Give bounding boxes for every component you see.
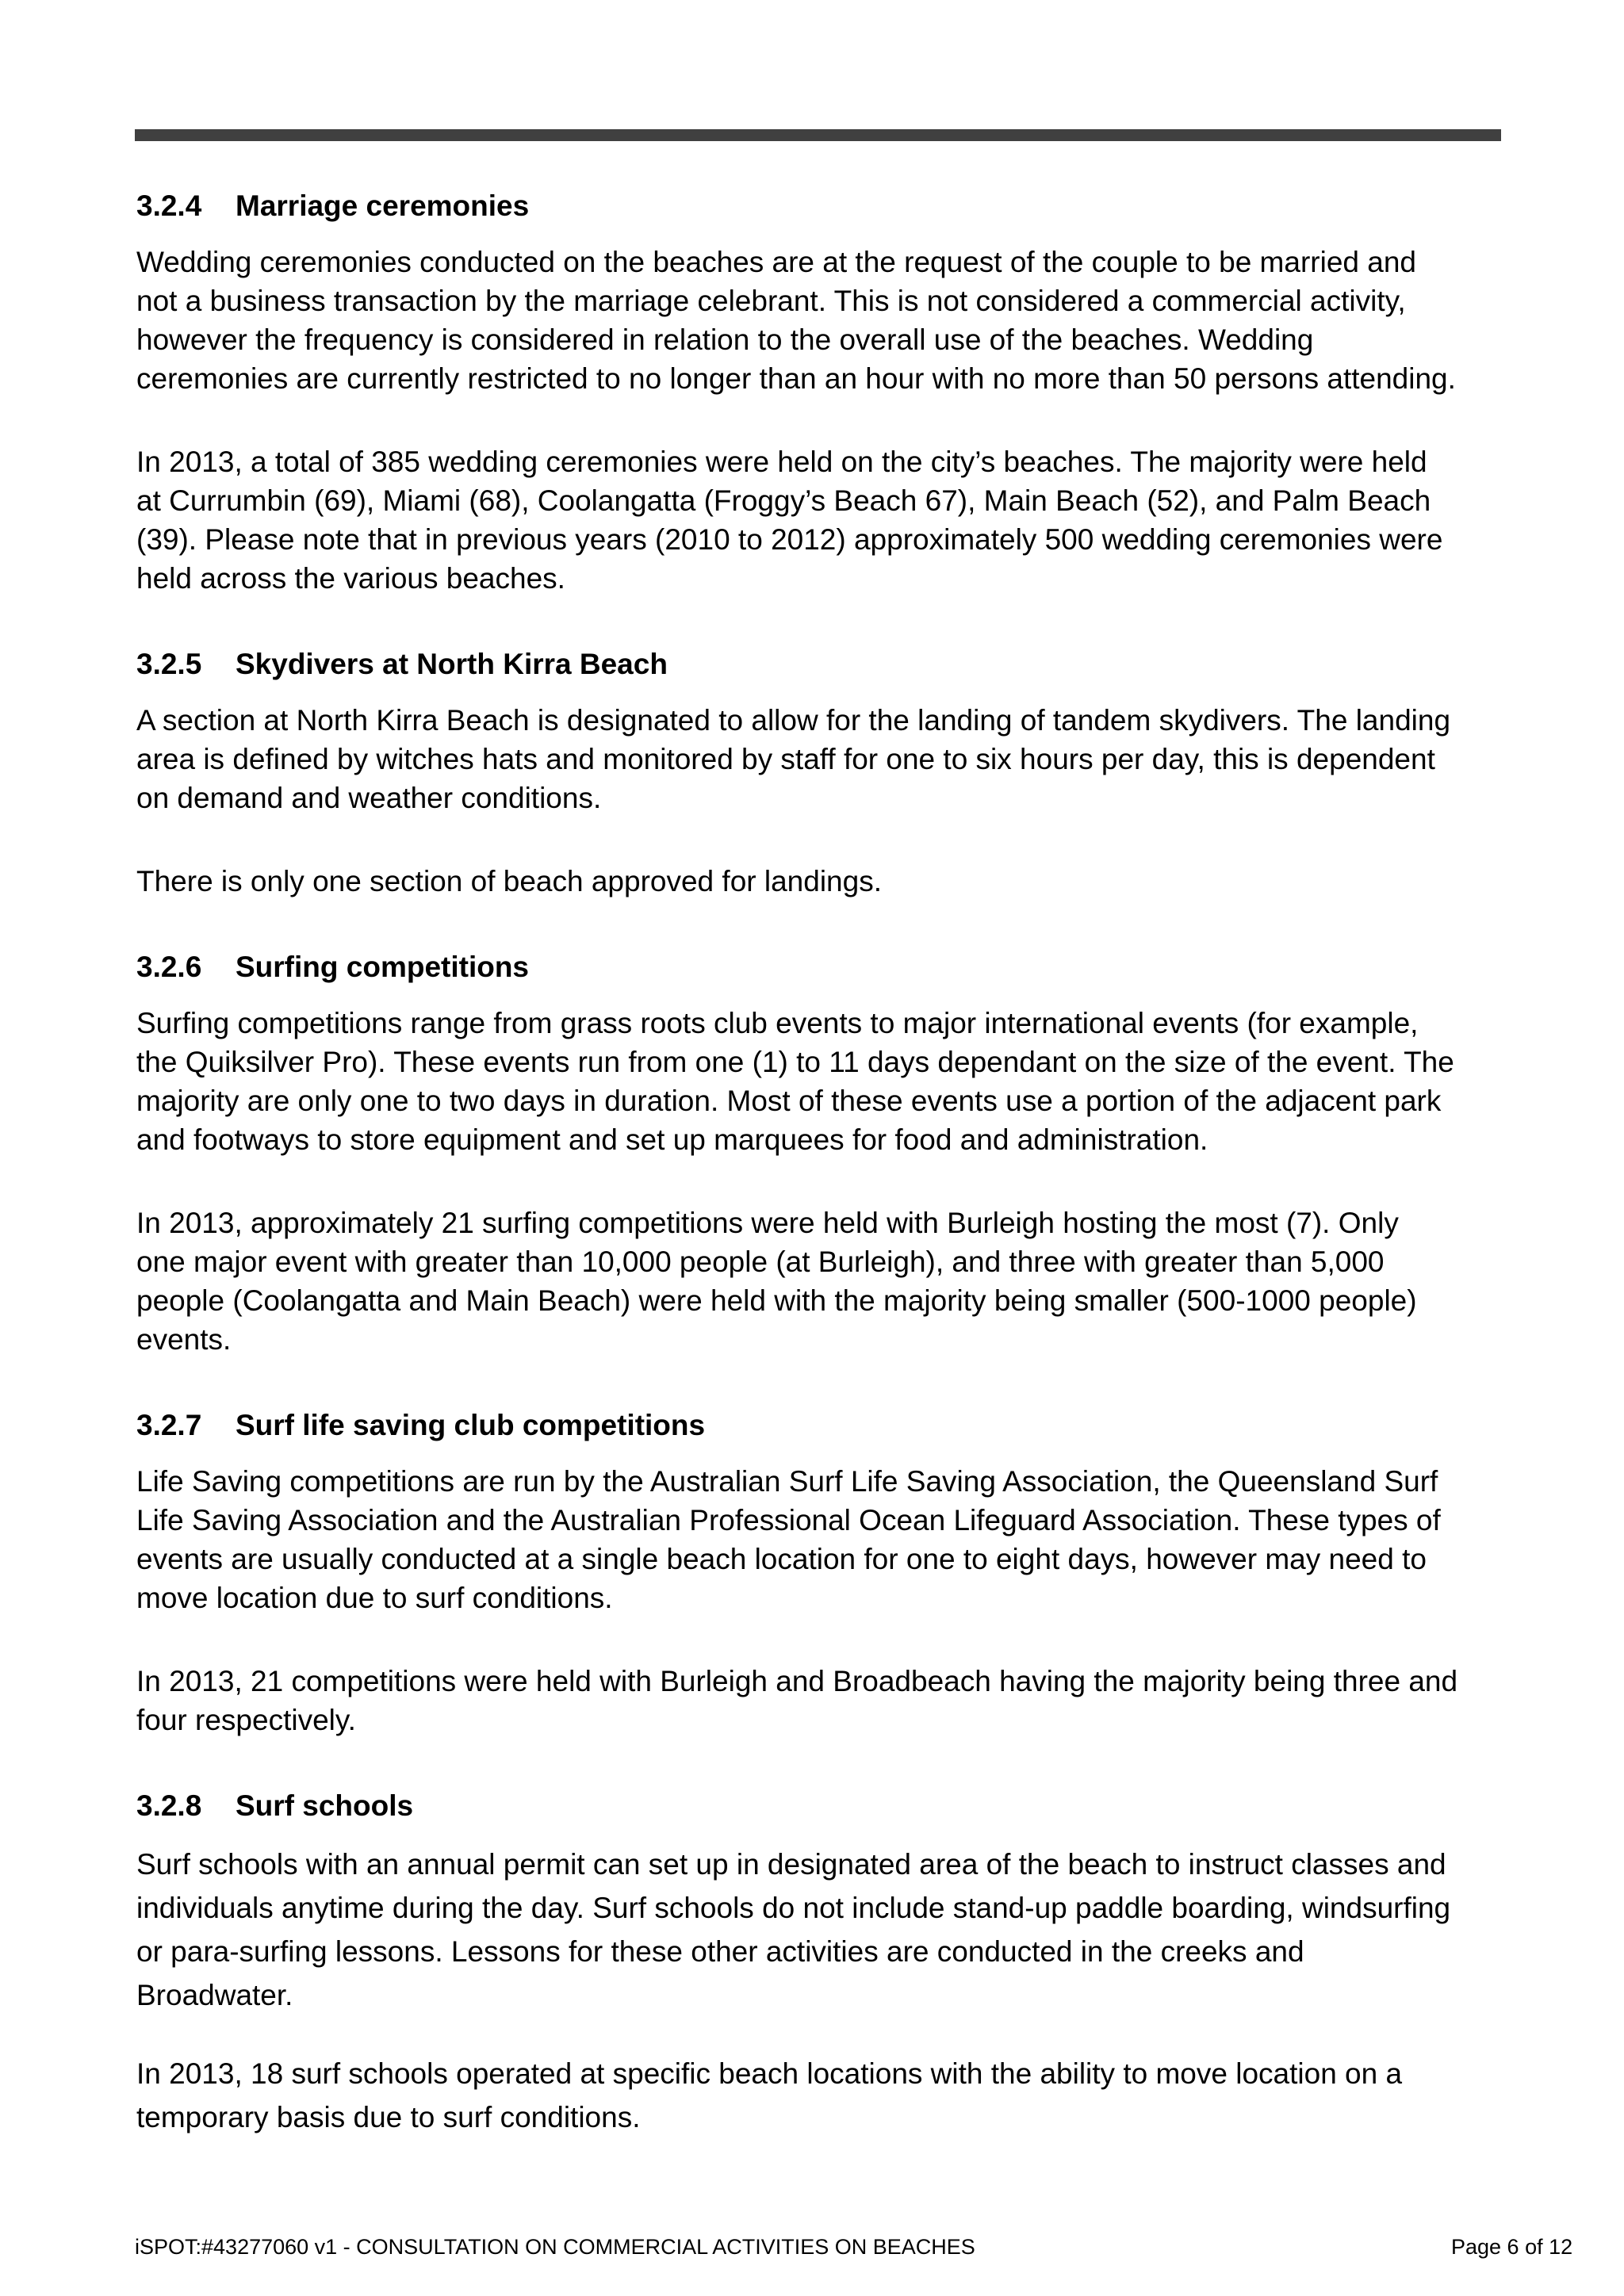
section-number: 3.2.5 [136,648,202,680]
section-title: Skydivers at North Kirra Beach [236,648,668,680]
section-surfing-competitions [136,945,1507,1359]
section-heading [136,1403,1507,1448]
section-heading [136,642,1507,687]
paragraph: Surf schools with an annual permit can set up in designated area of the beach to instruct classes and individuals anytime during the day. Surf schools do not include stand-up paddle boarding, windsurfing or para-surfing lessons. Lessons for these other activities are conducted in the creeks and Broadwater. [136,1848,1451,2011]
section-number: 3.2.7 [136,1409,202,1441]
page-number: Page 6 of 12 [1451,2235,1573,2259]
section-surf-life-saving [136,1403,1507,1739]
paragraph: There is only one section of beach approved for landings. [136,865,882,897]
paragraph: A section at North Kirra Beach is designated to allow for the landing of tandem skydivers. The landing area is defined by witches hats and monitored by staff for one to six hours per day, this is dependent on demand and weather conditions. [136,704,1451,814]
paragraph: Surfing competitions range from grass roots club events to major international events (for example, the Quiksilver Pro). These events run from one (1) to 11 days dependant on the size of the event. The majority are only one to two days in duration. Most of these events use a portion of the adjacent park and footways to store equipment and set up marquees for food and administration. [136,1007,1454,1156]
section-heading [136,945,1507,989]
section-marriage-ceremonies [136,184,1507,598]
paragraph: Wedding ceremonies conducted on the beaches are at the request of the couple to be married and not a business transaction by the marriage celebrant. This is not considered a commercial activity, however the frequency is considered in relation to the overall use of the beaches. Wedding ceremonies are currently restricted to no longer than an hour with no more than 50 persons attending. [136,246,1456,395]
document-reference: iSPOT:#43277060 v1 - CONSULTATION ON COMMERCIAL ACTIVITIES ON BEACHES [135,2235,975,2259]
section-skydivers [136,642,1507,901]
paragraph: Life Saving competitions are run by the Australian Surf Life Saving Association, the Queensland Surf Life Saving Association and the Australian Professional Ocean Lifeguard Association. These types of events are usually conducted at a single beach location for one to eight days, however may need to move location due to surf conditions. [136,1465,1441,1614]
paragraph: In 2013, 18 surf schools operated at specific beach locations with the ability to move location on a temporary basis due to surf conditions. [136,2057,1403,2133]
section-title: Marriage ceremonies [236,189,530,222]
section-title: Surfing competitions [236,951,529,983]
document-body [136,184,1507,2174]
section-number: 3.2.6 [136,951,202,983]
section-title: Surf life saving club competitions [236,1409,706,1441]
section-heading [136,184,1507,228]
section-surf-schools [136,1784,1507,2139]
paragraph: In 2013, approximately 21 surfing competitions were held with Burleigh hosting the most (7). Only one major event with greater than 10,000 people (at Burleigh), and three with greater than 5,000 people (Coolangatta and Main Beach) were held with the majority being smaller (500-1000 people) events. [136,1207,1417,1356]
paragraph: In 2013, a total of 385 wedding ceremonies were held on the city’s beaches. The majority were held at Currumbin (69), Miami (68), Coolangatta (Froggy’s Beach 67), Main Beach (52), and Palm Beach (39). Please note that in previous years (2010 to 2012) approximately 500 wedding ceremonies were held across the various beaches. [136,446,1443,595]
paragraph: In 2013, 21 competitions were held with Burleigh and Broadbeach having the majority being three and four respectively. [136,1665,1458,1736]
section-number: 3.2.8 [136,1789,202,1822]
section-title: Surf schools [236,1789,414,1822]
header-rule [135,129,1501,141]
section-heading [136,1784,1507,1828]
section-number: 3.2.4 [136,189,202,222]
